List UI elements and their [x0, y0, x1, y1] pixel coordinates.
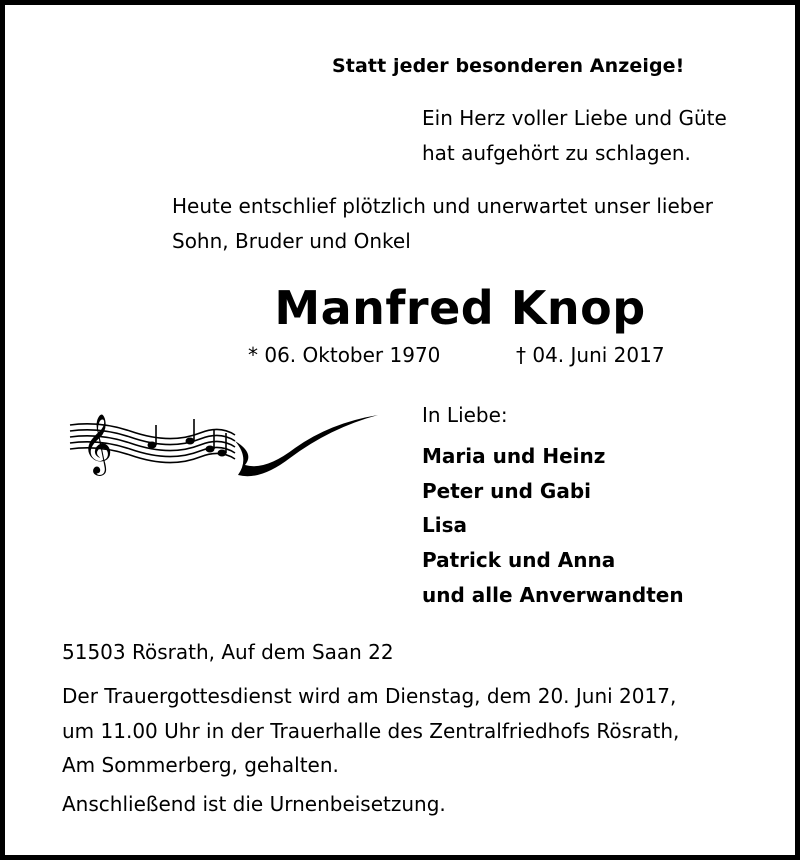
mourner-2: Peter und Gabi [422, 479, 592, 503]
mourner-5: und alle Anverwandten [422, 583, 684, 607]
intro-line-1: Heute entschlief plötzlich und unerwartet unser lieber [172, 194, 713, 218]
headline: Statt jeder besonderen Anzeige! [332, 55, 685, 77]
heart-line-2: hat aufgehört zu schlagen. [422, 141, 691, 165]
heart-line-1: Ein Herz voller Liebe und Güte [422, 106, 727, 130]
intro-line-2: Sohn, Bruder und Onkel [172, 229, 411, 253]
birth-date: * 06. Oktober 1970 [248, 343, 441, 367]
music-staff-ribbon-icon [60, 403, 380, 493]
address: 51503 Rösrath, Auf dem Saan 22 [62, 640, 394, 664]
closing-line: Anschließend ist die Urnenbeisetzung. [62, 792, 446, 816]
in-love-label: In Liebe: [422, 403, 508, 427]
mourner-3: Lisa [422, 513, 467, 537]
deceased-name: Manfred Knop [274, 281, 646, 335]
mourner-4: Patrick und Anna [422, 548, 616, 572]
death-date: † 04. Juni 2017 [516, 343, 665, 367]
service-line-2: um 11.00 Uhr in der Trauerhalle des Zentralfriedhofs Rösrath, [62, 719, 680, 743]
service-line-1: Der Trauergottesdienst wird am Dienstag, dem 20. Juni 2017, [62, 684, 677, 708]
service-line-3: Am Sommerberg, gehalten. [62, 753, 339, 777]
mourner-1: Maria und Heinz [422, 444, 606, 468]
svg-text:𝄞: 𝄞 [82, 414, 113, 474]
